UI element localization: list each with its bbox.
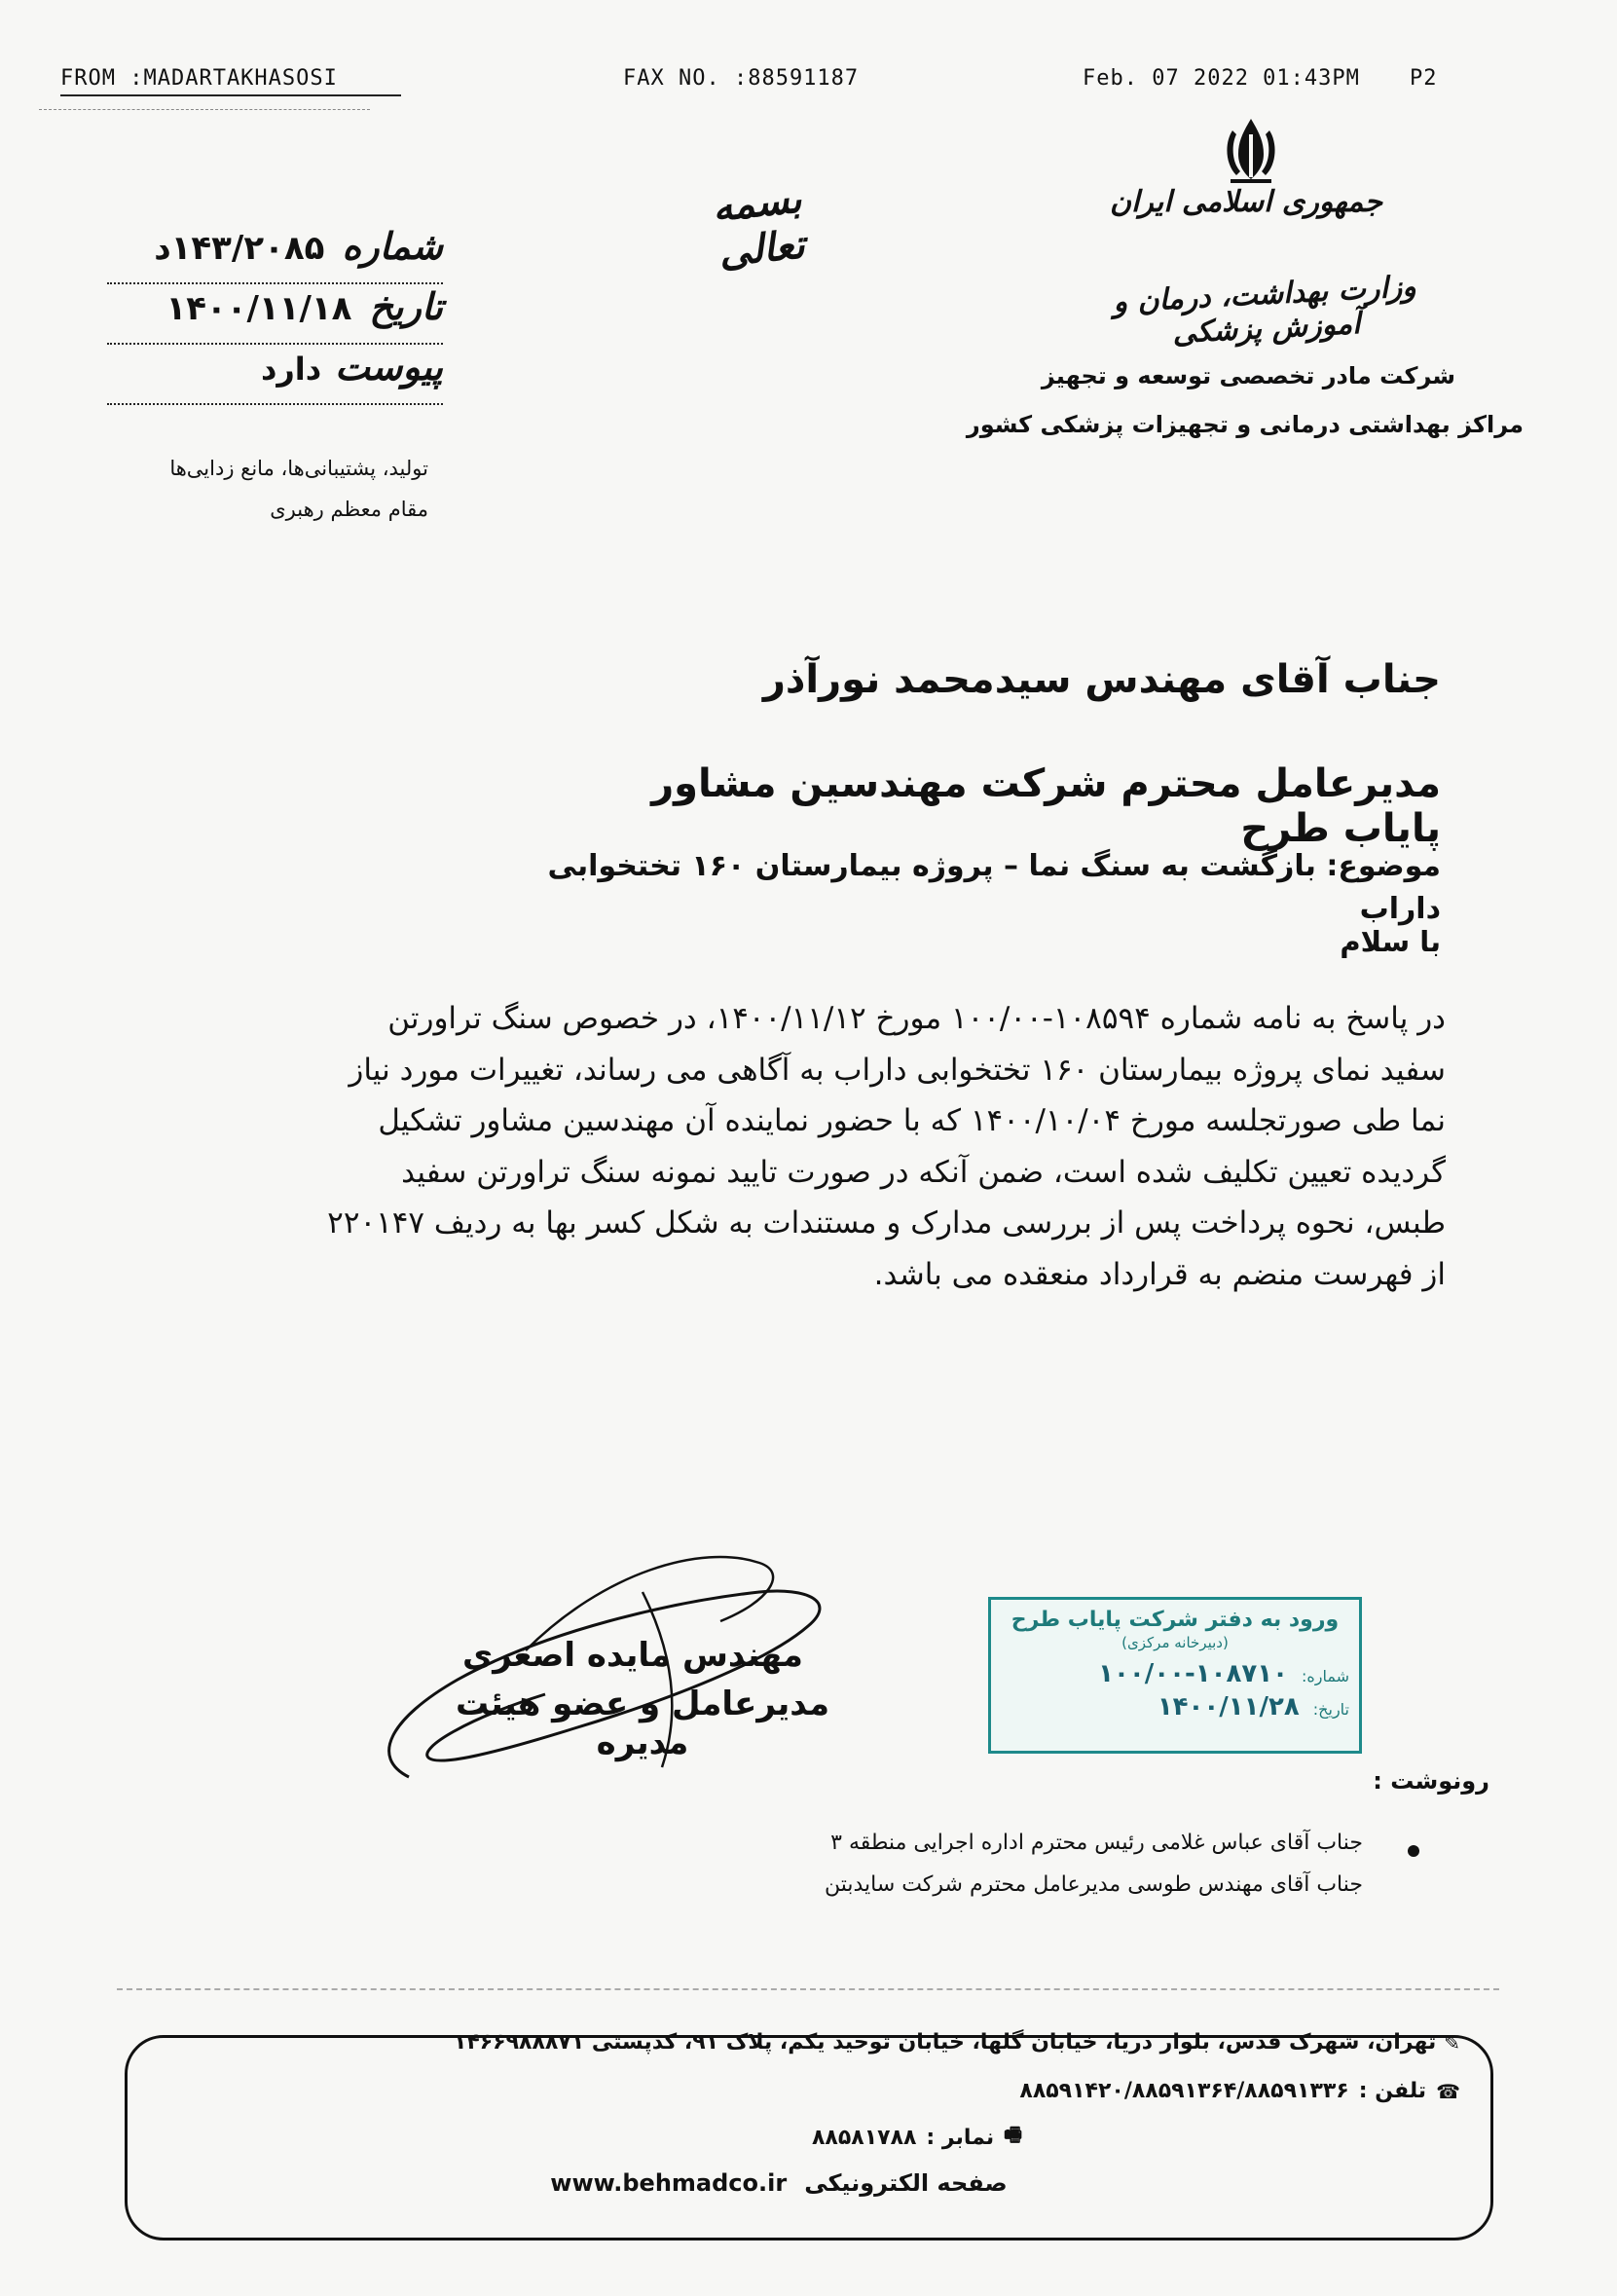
phone-icon: ☎ [1436,2079,1460,2103]
company-name-line1: شرکت مادر تخصصی توسعه و تجهیز [1041,362,1455,389]
body-line: سفید نمای پروژه بیمارستان ۱۶۰ تختخوابی داراب به آگاهی می رساند، تغییرات مورد نیاز [349,1052,1446,1088]
slogan-attribution: مقام معظم رهبری [270,498,428,521]
recipient-name: جناب آقای مهندس سیدمحمد نورآذر [762,657,1441,702]
letter-number-value: ۱۴۳/۲۰۸۵د [154,229,325,268]
letter-date-row [107,284,443,345]
stamp-number-row [991,1659,1359,1688]
fax-datetime: Feb. 07 2022 01:43PM [1083,66,1360,91]
letter-meta [107,224,443,405]
slogan [92,448,428,530]
signatory-title: مدیرعامل و عضو هیئت مدیره [455,1685,829,1762]
fax-page: P2 [1410,66,1438,91]
body-line: گردیده تعیین تکلیف شده است، ضمن آنکه در صورت تایید نمونه سنگ تراورتن سفید [401,1154,1446,1190]
body-line: طبس، نحوه پرداخت پس از بررسی مدارک و مستندات به شکل کسر بها به ردیف ۲۲۰۱۴۷ [327,1205,1446,1241]
letter-attachment-row [107,345,443,405]
footer-website-link[interactable]: www.behmadco.ir [550,2169,788,2197]
footer-website-row [438,2169,1120,2197]
body-line: از فهرست منضم به قرارداد منعقده می باشد. [873,1256,1446,1292]
letter-date-label: تاریخ [369,284,443,328]
bullet-icon [1408,1845,1419,1857]
body-line: در پاسخ به نامه شماره ۱۰۸۵۹۴-۱۰۰/۰۰ مورخ ۱۴۰۰/۱۱/۱۲، در خصوص سنگ تراورتن [387,1001,1446,1036]
fax-from: FROM :MADARTAKHASOSI [60,66,401,96]
footer-fax-label: نمابر : [926,2125,995,2150]
footer-fax-row [428,2121,1022,2154]
greeting: با سلام [1340,925,1441,958]
letter-body [180,993,1446,1300]
stamp-number-value: ۱۰۰/۰۰-۱۰۸۷۱۰ [1098,1659,1288,1688]
stamp-date-label: تاریخ: [1312,1700,1349,1719]
letter-date-value: ۱۴۰۰/۱۱/۱۸ [165,289,352,328]
footer-website-label: صفحه الکترونیکی [804,2169,1008,2197]
footer-address [185,2030,1460,2055]
footer-contacts-row [185,2079,1460,2103]
stamp-date-value: ۱۴۰۰/۱۱/۲۸ [1157,1692,1300,1722]
cc-item: جناب آقای مهندس طوسی مدیرعامل محترم شرکت سایدبتن [825,1872,1363,1897]
iran-emblem-icon [1217,115,1285,185]
stamp-date-row [991,1692,1359,1722]
footer-phone-value: ۸۸۵۹۱۴۲۰/۸۸۵۹۱۳۶۴/۸۸۵۹۱۳۳۶ [1019,2079,1349,2103]
body-line: نما طی صورتجلسه مورخ ۱۴۰۰/۱۰/۰۴ که با حضور نماینده آن مهندسین مشاور تشکیل [378,1103,1446,1138]
pen-icon: ✎ [1444,2030,1460,2055]
recipient-title: مدیرعامل محترم شرکت مهندسین مشاور پایاب طرح [651,761,1441,851]
bismillah: بسمه تعالی [710,175,807,277]
fax-number: FAX NO. :88591187 [623,66,860,91]
stamp-title: ورود به دفتر شرکت پایاب طرح [1011,1608,1340,1632]
letter-subject: موضوع: بازگشت به سنگ نما – پروژه بیمارستان ۱۶۰ تختخوابی داراب [547,849,1441,926]
letter-number-row [107,224,443,284]
footer-divider [117,1988,1499,1990]
stamp-number-label: شماره: [1301,1667,1349,1685]
footer-phone-label: تلفن : [1358,2079,1427,2103]
letter-attachment-label: پیوست [335,345,443,389]
signatory-name: مهندس مایده اصغری [462,1636,803,1675]
letter-attachment-value: دارد [260,351,322,388]
fax-machine-icon: 🖷 [1004,2123,1022,2146]
stamp-subtitle: (دبیرخانه مرکزی) [1121,1634,1229,1651]
footer-address-text: تهران، شهرک قدس، بلوار دریا، خیابان گلها، خیابان توحید یکم، پلاک ۹۱، کدپستی ۱۴۶۶۹۸۸۸۷۱ [453,2030,1437,2055]
scan-line [39,109,370,110]
company-name-line2: مراکز بهداشتی درمانی و تجهیزات پزشکی کشور [966,411,1524,438]
emblem-ministry: وزارت بهداشت، درمان و آموزش پزشکی [1112,269,1417,352]
received-stamp [988,1597,1362,1754]
letter-number-label: شماره [342,224,443,268]
slogan-text: تولید، پشتیبانی‌ها، مانع زدایی‌ها [169,457,428,480]
emblem-country: جمهوری اسلامی ایران [1109,185,1383,219]
cc-label: رونوشت : [1373,1767,1489,1795]
handwritten-signature [350,1534,896,1826]
cc-item: جناب آقای عباس غلامی رئیس محترم اداره اجرایی منطقه ۳ [830,1831,1363,1855]
footer-fax-value: ۸۸۵۸۱۷۸۸ [812,2125,917,2150]
